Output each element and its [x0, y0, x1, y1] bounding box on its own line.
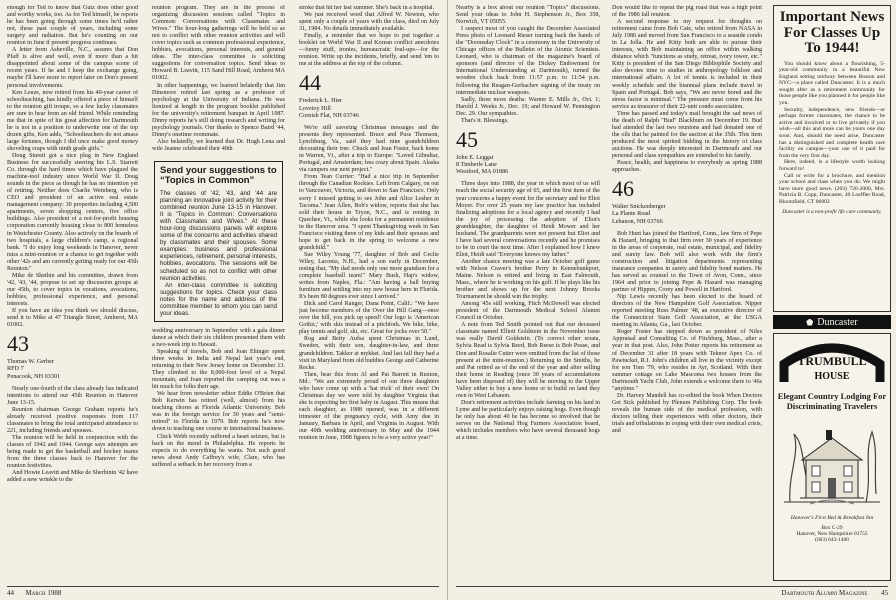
- paragraph: From Tean Currier: "Had a nice trip in September through the Canadian Rockies. Left from Calgary, on out to Vancouver, Victoria, and down to San Francisco. Only sorry I missed getting to see John and Alice Lesher in Tacoma." Jean Allen, Bob's widow, reports that she has sold their house in Tryon, N.C., and is renting in Quechee, Vt., while she looks for a permanent residence in the Hanover area. "I spent Thanksgiving week in San Francisco visiting three of my kids and their spouses and hope to get back in the spring to welcome a new grandchild.": [299, 174, 439, 251]
- trumbull-arch-logo: [778, 338, 886, 384]
- paragraph: Time has passed and today's mail brought the sad news of the death of Ralph "Bud" Blackburn on December 19. Bud had attended the last two reunions and had donated one of the oils that he painted for the auction at the 35th. This item produced the most spirited bidding in the history of class auctions. He was deeply interested in Dartmouth and our personal and class sympathies are extended to his family.: [612, 110, 762, 159]
- paragraph: Rog and Betty Aufsa spent Christmas in Lund, Sweden, with their son, daughter-in-law, and three grandchildren. Takker at mykket. And last fall they had a visit in Maryland from old buddies George and Catherine Recke.: [299, 336, 439, 371]
- class-number-heading: 45: [456, 126, 478, 152]
- ad-paragraph: You should know about a flourishing, 5-year-old community in a beautiful New England setting midway between Boston and NYC—a place called Duncaster. It is a much sought after as a retirement community for those people like you planned it for people like you.: [779, 60, 885, 107]
- class-secretary-address: [7, 358, 138, 380]
- issue-date: March 1988: [25, 589, 62, 597]
- secretary-name: Walter Snickenberger: [612, 203, 666, 211]
- box-paragraph: The classes of '42, '43, and '44 are planning an innovative joint activity for their combined reunion June 13-15 in Hanover. It is "Topics in Common: Conversations with Classmates and Wives." At these hour-long discussions panels will explore some of the concerns and activities shared by classmates and their spouses. Some examples: business and professional experiences, retirement, personal interests, hobbies, avocations. The sessions will be scheduled so as not to conflict with other reunion activities.: [160, 189, 277, 282]
- class-1943-notes: [7, 386, 138, 485]
- duncaster-advertisement: [773, 5, 891, 312]
- secretary-name: Frederick L. Hier: [299, 97, 343, 105]
- secretary-city: Cornish Flat, NH 03746: [299, 111, 359, 119]
- secretary-street: RFD 7: [7, 365, 24, 373]
- paragraph: reunion program. They are in the process of organizing discussion sessions called "Topics in Common: Conversations with Classmates and Wives." The hour-long gatherings will be held so as not to conflict with other reunion activities and will cover topics such as common professional experience, hobbies, avocations, personal interests, and general ideas. The inter-class committee is soliciting suggestions for conversation topics. Send ideas to Howard B. Leavitt, 115 Sand Hill Road, Amherst MA 01002.: [152, 5, 285, 82]
- paragraph: Speaking of travels, Bob and Joan Ehinger spent three weeks in India and Nepal last year's end, returning to their New Jersey home on December 13. They climbed to the 8,000-foot level of a Nepal mountain, and Joan reported the camping out was a bit much for folks their age.: [152, 348, 285, 391]
- ad-paragraph: Security, independence, new friends—or perhaps former classmates, the chance to be active and involved or to live privately if you wish—all this and more can be yours one day soon. And, should the need arise, Duncaster has a distinguished and complete health care facility on campus—your use of it paid for from the very first day.: [779, 106, 885, 159]
- page-number: 44: [7, 589, 14, 597]
- footer-rule: [456, 586, 888, 587]
- box-title: Send your suggestions to “Topics in Common”: [160, 164, 277, 187]
- footer-rule: [7, 586, 439, 587]
- right-column-2: [612, 5, 762, 582]
- secretary-city: Lebanon, NH 03766: [612, 217, 663, 225]
- paragraph: Sue Wiley Young '77, daughter of Bob and Ceclie Wiley, Laconia, N.H., had a son early in December, noting that, "My dad needs only one more grandson for a complete baseball team!" Mary Bush, Hap's widow, writes from Naples, Fla.: "Am having a ball buying furniture and settling into my new house here in Florida. It's been 80 degrees ever since I arrived.": [299, 251, 439, 301]
- right-column-1: [456, 5, 600, 582]
- left-column-3: [299, 5, 439, 582]
- house-illustration: [780, 414, 884, 510]
- ad-paragraph: Call or write for a brochure, and mention your school and class when you do. We might have more good news. (203) 726-2000, Mrs. Patricia B. Copp, Duncaster, 40 Loeffler Road, Bloomfield, CT 06002: [779, 172, 885, 205]
- ad-tagline: Elegant Country Lodging For Discriminating Travelers: [777, 391, 887, 411]
- paragraph: Reunion chairman George Graham reports he's already received positive responses from 117 classmates to bring the total anticipated attendance to 221, including friends and spouses.: [7, 406, 138, 435]
- paragraph: Peace, health, and happiness to everybody as spring 1988 approaches.: [612, 160, 762, 174]
- brand-bottom: HOUSE: [814, 371, 850, 382]
- paragraph: Nearly one-fourth of the class already has indicated intentions to attend our 45th Reunion in Hanover June 13-15.: [7, 385, 138, 406]
- paragraph: Nearby is a box about our reunion "Topics" discussions. Send your ideas to John H. Stephenson Jr., Box 358, Norwich, VT 05055.: [456, 5, 600, 26]
- duncaster-logo-text: Duncaster: [817, 316, 858, 328]
- page-folio-right: [781, 589, 888, 597]
- left-column-1: [7, 5, 138, 582]
- class-number-heading: 44: [299, 70, 321, 96]
- paragraph: Nip Lewis recently has been elected to the board of directors of the New Hampshire Golf Association. Nipper reported meeting Russ Palmer '48, an executive director of the Connecticut State Golf Association, at the USGA meeting in Atlanta, Ga., last October.: [612, 294, 762, 329]
- brand-top: TRUMBULL: [797, 354, 867, 368]
- paragraph: stroke that hit her last summer. She's back in a hospital.: [299, 5, 435, 11]
- paragraph: Chick Webb recently suffered a heart seizure, but is back on the mend in Philadelphia. He reports he expects to do everything he wants. Not such good news about Andy Caffrey's wife, Clare, who has suffered a setback in her recovery from a: [152, 433, 285, 468]
- topics-in-common-box: [154, 161, 283, 322]
- paragraph: Mike de Shethin and his committee, drawn from '42, '43, '44, propose to set up discussion groups at our 45th, to cover topics in vocations, avocations, hobbies, professional experience, and personal interests.: [7, 272, 138, 307]
- class-1942-notes: [7, 5, 138, 329]
- paragraph: Then, hear this from Al and Pat Barrett in Ruxton, Md.: "We are extremely proud of our three daughters who have come up with a 'hat trick' of their own! On Christmas day we were told by daughter Virginia that she is expecting her first baby in August. This means that each daughter, as 1988 opened, was in a different trimester of the pregnancy cycle, with Amy due in January, Barbara in April, and Virginia in August. With our 40th wedding anniversary in May and the 1944 reunion in June, 1988 figures to be a very active year!": [299, 371, 439, 442]
- paragraph: The reunion will be held in conjunction with the classes of 1942 and 1944. George says attempts are being made to get the basketball and hockey teams from the three classes back to Hanover for the reunion festivities.: [7, 435, 138, 470]
- ad-headline: Important News For Classes Up To 1944!: [779, 9, 885, 56]
- paragraph: Don's retirement activities include farming on his land in Lyme and he particularly enjoys raising hogs. Even though he only has about 40 he has become so involved that he serves on the National Hog Farmers Association board, which includes members who have several thousand hogs at a time.: [456, 399, 600, 442]
- paragraph: Also belatedly, we learned that Dr. Hugh Lena and wife Jeanne celebrated their 40th: [152, 138, 285, 152]
- ad-phone[interactable]: (603) 643-1400: [815, 537, 849, 544]
- box-paragraph: An inter-class committee is soliciting suggestions for topics. Check your class notes for the name and address of the committee member to whom you can send your ideas.: [160, 281, 277, 317]
- paragraph: And Howie Leavitt and Mike de Sherbinin '42 have added a new wrinkle to the: [7, 470, 138, 484]
- paragraph: Doug Sturett got a nice plug in New England Business for successfully steering his L.S. Starrett Co. through the hard times which have plagued the machine-tool industry since World War II. Doug sounds in the piece as though he has no intention yet of retiring. Neither does Charlie Weinberg, who is CEO and president of an active real estate management company: 30 properties including 4,500 apartments, seven shopping centers, five office buildings. Also president of a not-for-profit housing corporation currently housing close to 800 homeless in Westchester County. Also actively on the boards of two hospitals, a large children's camp, a regional bank. "I do enjoy long weekends in Hanover, never miss a mini-reunion or a chance to get together with other '42s and am currently getting ready for our 45th Reunion.": [7, 152, 138, 272]
- paragraph: We're still savoring Christmas messages and the presents they represented. Bruce and Puss Thomson, Lynchburg, Va., said they had nine grandchildren decorating their tree. Chuck and Jean Foster, back home in Warren, Vt., after a trip to Europe: "Loved Gibraltar, Portugal, and Amsterdam; less crazy about Spain. Alaska via campers our next project.": [299, 125, 439, 174]
- right-page: [448, 0, 896, 600]
- magazine-name: Dartmouth Alumni Magazine: [781, 589, 868, 597]
- paragraph: We hear from newsletter editor Eddie O'Brien that Bob Kerwin has retired (well, almost) from his teaching chores at Florida Atlantic University. Bob was in the foreign service for 30 years and "semi-retired" to Florida in 1979. Bob reports he's now down to teaching one course in international business.: [152, 391, 285, 433]
- paragraph: If you have an idea you think we should discuss, send it to Mike at 47 Triangle Street, Amherst, MA 01002.: [7, 308, 138, 329]
- crest-icon: [806, 319, 813, 326]
- class-number-heading: 46: [612, 176, 634, 202]
- paragraph: Another chance meeting was a late October golf game with Nelson Craver's brother Perry in Kennebunkport, Maine. Nelson is retired and living in East Falmouth, Mass., where he is working on his golf. If he plays like his brother and shows up for the next Johnny Brooks Tournament he should win the trophy.: [456, 258, 600, 301]
- ad-subline: Hanover's First Bed & Breakfast Inn: [790, 515, 874, 521]
- page-number: 45: [881, 589, 888, 597]
- duncaster-logo-bar: [773, 315, 891, 329]
- class-secretary-address: [612, 203, 762, 225]
- advertisement-column: [773, 5, 891, 582]
- secretary-street: La Plante Road: [612, 210, 651, 218]
- secretary-city: Westford, MA 01886: [456, 168, 509, 176]
- ad-address-line: Hanover, New Hampshire 03755: [796, 531, 868, 537]
- ad-paragraph: Here, indeed, is a lifestyle worth looking forward to!: [779, 159, 885, 172]
- secretary-city: Penacook, NH 03301: [7, 372, 61, 380]
- paragraph: Don would like to repeat the pig roast that was a high point of the 1986 fall reunion.: [612, 5, 762, 19]
- paragraph: Three days into 1988, the year in which most of us will reach the social security age of 65, and the first item of the year concerns a happy event for the secretary and for Eliot Moyer. For over 25 years my law practice has included finalizing adoptions for a local agency and recently I had the joy of processing the adoption of Eliot's granddaughter, the daughter of Heidi Mower and her husband. The grandparents were not present but Eliot and I have had several conversations recently and he promises to be in court the next time. After I explained how I knew Eliot, Heidi said "Everyone knows my father.": [456, 181, 600, 258]
- secretary-street: Loveioy Hill: [299, 104, 331, 112]
- paragraph: That's it. Blessings.: [461, 117, 509, 124]
- paragraph: Among '45s still working, Fitch McDowell was elected president of the Dartmouth Medical School Alumni Council in October.: [456, 301, 600, 322]
- paragraph: enough for Ted to know that Gutz does other good and worthy works, too. As for Ted himself, he reports he has been going through some times he'd rather not, these past couple of years, including some surgery and radiation. But he's counting on our reunion in June if present progress continues.: [7, 5, 138, 47]
- secretary-street: 8 Timberle Lane: [456, 161, 497, 168]
- secretary-name: Thomas W. Gerber: [7, 358, 54, 366]
- class-secretary-address: [456, 154, 600, 176]
- class-number-heading: 43: [7, 331, 29, 357]
- paragraph: Sadly, three more deaths: Warner E. Mills Jr., Oct. 1; Harold J. Weeks Jr., Dec. 19; and Howard W. Pennington Dec. 29. Our sympathies.: [456, 96, 600, 117]
- paragraph: Bob Hunt has joined the Hartford, Conn., law firm of Pepe & Hazard, bringing to that firm over 30 years of experience in the areas of corporate, real estate, municipal, and fidelity and surety law. Bob will also work with the firm's construction and litigation departments representing insurance companies in surety and fidelity bond matters. He has served as counsel to the Town of Avon, Conn., since 1964 and prior to joining Pepe & Hazard was managing partner of Hippen, Corey and Powell in Hartford.: [612, 230, 762, 294]
- class-secretary-address: [299, 97, 439, 119]
- paragraph: In other happenings, we learned belatedly that Jim Dinsmore retired last spring as a professor of psychology at the University of Indiana. He was lionized at length in the program booklet published for the university's retirement banquet in April 1987. Dinny reports he's still doing research and writing for psychology journals. Our thanks to Spence Baird '44, Dinny's onetime roommate.: [152, 82, 285, 138]
- paragraph: A note from Ted Smith pointed out that our deceased classmate named Elliott Goldstein in the November issue was really David Goldstein. (To correct other errata, Sylvia Read is Sylvia Reed, Bob Reese is Bob Pease, and Don and Rosalie Cutter were omitted from the list of those present at the mini-reunion.) Returning to the Smiths, he and Pat retired as of the end of the year and after selling their home in Reading (once 30 years of accumulations have been disposed of) they will be moving to the Upper Valley either to buy a new home or to build on land they own in West Lebanon.: [456, 322, 600, 399]
- left-column-2: [152, 5, 285, 582]
- paragraph: A letter from Asheville, N.C., assures that Don Pfaff is alive and well, even if more than a bit disappointed about some of the campus scene of recent years. If he and I keep the exchange going, maybe I'll have more to report later on Don's present personal involvements.: [7, 47, 138, 89]
- page-folio-left: [7, 589, 61, 597]
- paragraph: Dr. Harvey Mandell has co-edited the book When Doctors Get Sick published by Plenum Publishing Corp. The book reveals the human side of the medical profession, with doctors telling their experiences with other doctors, their trials and tribulations in coping with their own medical crisis, and: [612, 392, 762, 435]
- paragraph: We just received word that Alfred W. Newton, who spent only a couple of years with the class, died on July 31, 1984. No details immediately available.: [299, 12, 439, 33]
- paragraph: Roger Foster has stepped down as president of Niles Appraisal and Consulting Co. of Fitchburg, Mass., after a year in that post. Also, John Potter reports his retirement as of December 31 after 18 years with Teknor Apex Co. of Pawtucket, R.I. John's children all live in the vicinity except for son Tom '79, who resides in Ayr, Scotland. With their summer cottage on Lake Mascoma two houses from the Dartmouth Yacht Club, John extends a welcome there to '46s "anytime.": [612, 329, 762, 392]
- secretary-name: John E. Leggat: [456, 153, 494, 161]
- ad-address-line: Box C-29: [821, 524, 843, 531]
- paragraph: Ken Leuze, now retired from his 40-year career of schoolteaching, has kindly offered a piece of himself to the reunion gift troupe, so a few lucky classmates are sure to hear from an old friend. While reminding me that in spite of his great affection for Dartmouth he is not in a position to underwrite one of the top dozen gifts, Ken adds, "Schoolteachers do not amass large fortunes, though I did once make good money shoveling craps with ninth grade girls.": [7, 89, 138, 152]
- paragraph: A second response to my request for thoughts on retirement came from Bob Cate, who retired from NASA in July 1986 and moved from San Francisco to a seaside condo in La Jolla. He and Kitty both are able to pursue their interests, with Bob maintaining an office within walking distance which "functions as study, retreat, ivory tower, etc." Kitty is president of the San Diego Bibliophile Society and also devotes time to studies in anthropology folklore and international affairs. A lot of tennis is included in their weekly schedule and the biannual plans include travel in Spain and Portugal. Bob says, "We are never bored and the stress factor is minimal." The pressure must come from his service as treasurer of their 22-unit condo association.: [612, 19, 762, 110]
- paragraph: I suspect most of you caught the December Associated Press photo of Leonard Rieser turning back the hands of the "Doomsday Clock" in a ceremony in the University of Chicago offices of the Bulletin of the Atomic Scientists. Leonard, who is chairman of the magazine's board of sponsors (and director of the Dickey Endowment for International Understanding at Dartmouth), turned the wooden clock back from 11:57 p.m. to 11:54 p.m. following the Reagan-Gorbachev signing of the treaty on intermediate nuclear weapons.: [456, 26, 600, 96]
- paragraph: Finally, a reminder that we hope to put together a booklet on World War II and Korean conflict anecdotes—funny stuff, ironies, bureaucratic foul-ups—for the reunion. Write up the incidents, briefly, and send 'em to me at the address at the top of the column.: [299, 33, 439, 68]
- paragraph: wedding anniversary in September with a gala dinner dance at which their six children presented them with a two-week trip to Hawaii.: [152, 327, 285, 348]
- ad-footnote: Duncaster is a non-profit life care community.: [782, 208, 882, 215]
- trumbull-house-advertisement: [773, 333, 891, 581]
- paragraph: Dick and Carol Ranger, Dana Point, Calif.: "We have just become members of the Over the Hill Gang—once over the hill, you pick up speed! Our logo is 'American Gothic,' with skis instead of a pitchfork. We bike, hike, play tennis and golf, ski, etc. Great for jocks over 50.": [299, 301, 439, 336]
